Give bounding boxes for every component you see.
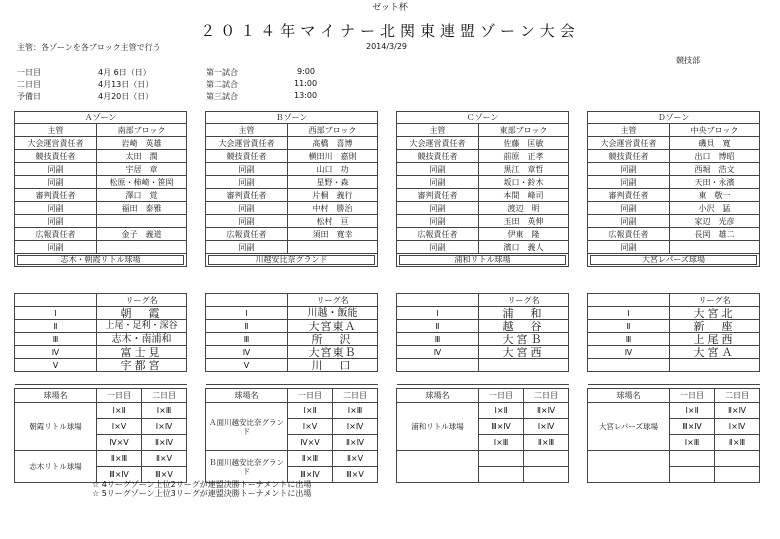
manager-note: 主管：各ゾーンを各ブロック主管で行う	[17, 43, 161, 52]
league-number: Ⅱ	[588, 320, 670, 333]
role: 審判責任者	[206, 189, 288, 202]
schedule-day: 予備日	[17, 92, 41, 101]
role: 同副	[15, 176, 97, 189]
day2-header: 二日目	[524, 389, 569, 403]
league-number: Ⅴ	[206, 359, 288, 372]
league-name: 大宮北	[670, 307, 760, 320]
person: 東 敬一	[670, 189, 760, 202]
role: 主管	[588, 124, 670, 137]
match-day2: Ⅰ×Ⅲ	[333, 403, 378, 419]
match-day2: Ⅰ×Ⅲ	[142, 403, 187, 419]
league-name: 大宮東Ａ	[288, 320, 378, 333]
role: 同副	[15, 215, 97, 228]
league-number: Ⅳ	[588, 346, 670, 359]
match-day2: Ⅱ×Ⅴ	[333, 451, 378, 467]
match-day2: Ⅱ×Ⅳ	[142, 435, 187, 451]
zone-d-league-table	[587, 293, 760, 385]
page-title: ２０１４年マイナー北関東連盟ゾーン大会	[200, 22, 580, 40]
day1-header: 一日目	[288, 389, 333, 403]
zone-venue: 川越安比奈グランド	[208, 255, 375, 265]
field-header: 球場名	[397, 389, 479, 403]
match-day1: Ⅳ×Ⅴ	[288, 435, 333, 451]
role: 広報責任者	[588, 228, 670, 241]
role: 広報責任者	[397, 228, 479, 241]
zone-a-league-table	[14, 293, 187, 385]
person: 磯貝 寛	[670, 137, 760, 150]
league-number	[588, 359, 670, 372]
match-day1: Ⅰ×Ⅱ	[670, 403, 715, 419]
person: 黒江 章哲	[479, 163, 569, 176]
day1-header: 一日目	[97, 389, 142, 403]
day2-header: 二日目	[715, 389, 760, 403]
person: 前原 正孝	[479, 150, 569, 163]
role: 同副	[397, 176, 479, 189]
zone-d-staff-table	[587, 111, 760, 267]
person: 福田 泰雅	[97, 202, 187, 215]
match-day1: Ⅲ×Ⅳ	[288, 467, 333, 483]
match-day1: Ⅱ×Ⅲ	[97, 451, 142, 467]
league-number: Ⅰ	[206, 307, 288, 320]
person: 家辺 光彦	[670, 215, 760, 228]
schedule-date: 4月 6日（日）	[98, 68, 151, 77]
role: 主管	[206, 124, 288, 137]
match-day1: Ⅰ×Ⅲ	[479, 435, 524, 451]
league-number: Ⅰ	[588, 307, 670, 320]
role: 大会運営責任者	[15, 137, 97, 150]
person: 天田・永濱	[670, 176, 760, 189]
role: 同副	[206, 163, 288, 176]
league-header: リーグ名	[288, 294, 378, 307]
role: 審判責任者	[397, 189, 479, 202]
league-number: Ⅰ	[15, 307, 97, 320]
match-day1: Ⅰ×Ⅲ	[670, 435, 715, 451]
person: 金子 義道	[97, 228, 187, 241]
league-name: 大宮東Ｂ	[288, 346, 378, 359]
role: 審判責任者	[15, 189, 97, 202]
role: 広報責任者	[15, 228, 97, 241]
field-header: 球場名	[588, 389, 670, 403]
league-header: リーグ名	[97, 294, 187, 307]
person	[97, 241, 187, 254]
match-day2: Ⅱ×Ⅴ	[142, 451, 187, 467]
field-name: 浦和リトル球場	[397, 403, 479, 451]
notes	[92, 480, 311, 498]
zone-name: Ｄゾーン	[588, 112, 760, 124]
match-day1: Ⅰ×Ⅱ	[288, 403, 333, 419]
league-name: 浦 和	[479, 307, 569, 320]
match-day2: Ⅲ×Ⅴ	[142, 467, 187, 483]
person	[670, 241, 760, 254]
zone-venue: 浦和リトル球場	[399, 255, 566, 265]
person: 山口 功	[288, 163, 378, 176]
zone-name: Ｃゾーン	[397, 112, 569, 124]
zone-b-field-table	[205, 388, 378, 483]
field-name: 志木リトル球場	[15, 451, 97, 483]
person: 片桐 義行	[288, 189, 378, 202]
empty-cell	[397, 451, 479, 483]
person	[97, 215, 187, 228]
zone-c-field-table	[396, 388, 569, 483]
match-day1: Ⅰ×Ⅴ	[288, 419, 333, 435]
match-day2: Ⅰ×Ⅳ	[333, 419, 378, 435]
league-header: リーグ名	[479, 294, 569, 307]
person: 澤口 覚	[97, 189, 187, 202]
schedule-time: 11:00	[294, 79, 318, 88]
person: 濱口 義人	[479, 241, 569, 254]
person: 坂口・鈴木	[479, 176, 569, 189]
zone-b-staff-table	[205, 111, 378, 267]
league-name: 志木・南浦和	[97, 333, 187, 346]
person: 松村 亘	[288, 215, 378, 228]
role: 大会運営責任者	[206, 137, 288, 150]
schedule-match: 第二試合	[206, 80, 238, 89]
league-number: Ⅲ	[588, 333, 670, 346]
role: 同副	[397, 163, 479, 176]
league-name: 新 座	[670, 320, 760, 333]
role: 同副	[588, 163, 670, 176]
person: 西部ブロック	[288, 124, 378, 137]
role: 同副	[206, 215, 288, 228]
person: 渡辺 明	[479, 202, 569, 215]
role: 競技責任者	[588, 150, 670, 163]
zone-c-staff-table	[396, 111, 569, 267]
role: 同副	[588, 202, 670, 215]
match-day2: Ⅰ×Ⅳ	[715, 419, 760, 435]
league-name: 上尾・足利・深谷	[97, 320, 187, 333]
league-name: 宇都宮	[97, 359, 187, 372]
league-number: Ⅴ	[15, 359, 97, 372]
schedule-time: 13:00	[294, 91, 318, 100]
role: 同副	[588, 241, 670, 254]
person: 南部ブロック	[97, 124, 187, 137]
role: 大会運営責任者	[588, 137, 670, 150]
schedule-date: 4月20日（日）	[98, 92, 154, 101]
role: 同副	[397, 202, 479, 215]
league-name: 大宮西	[479, 346, 569, 359]
field-header: 球場名	[15, 389, 97, 403]
person: 西堀 浩文	[670, 163, 760, 176]
zone-name: Ｂゾーン	[206, 112, 378, 124]
league-name: 川越・飯能	[288, 307, 378, 320]
schedule-match: 第三試合	[206, 92, 238, 101]
league-name: 越 谷	[479, 320, 569, 333]
league-number	[397, 359, 479, 372]
league-name	[670, 359, 760, 372]
league-number: Ⅳ	[206, 346, 288, 359]
person: 出口 博昭	[670, 150, 760, 163]
zone-name: Ａゾーン	[15, 112, 187, 124]
match-day1: Ⅲ×Ⅳ	[97, 467, 142, 483]
role: 競技責任者	[15, 150, 97, 163]
match-day1: Ⅲ×Ⅳ	[479, 419, 524, 435]
role: 同副	[397, 215, 479, 228]
role: 同副	[15, 202, 97, 215]
league-number: Ⅲ	[206, 333, 288, 346]
league-number: Ⅳ	[397, 346, 479, 359]
match-day2: Ⅱ×Ⅲ	[715, 435, 760, 451]
zone-venue: 志木・朝霞リトル球場	[17, 255, 184, 265]
person: 松原・柿崎・笹岡	[97, 176, 187, 189]
role: 同副	[15, 241, 97, 254]
person: 東部ブロック	[479, 124, 569, 137]
match-day2: Ⅰ×Ⅳ	[524, 419, 569, 435]
league-name: 大宮Ｂ	[479, 333, 569, 346]
zone-d-field-table	[587, 388, 760, 483]
match-day1: Ⅱ×Ⅲ	[288, 451, 333, 467]
person: 玉田 英伸	[479, 215, 569, 228]
role: 同副	[588, 215, 670, 228]
person: 須田 寛幸	[288, 228, 378, 241]
role: 大会運営責任者	[397, 137, 479, 150]
field-name: Ｂ面川越安比奈グランド	[206, 451, 288, 483]
field-name: Ａ面川越安比奈グランド	[206, 403, 288, 451]
league-name: 所 沢	[288, 333, 378, 346]
league-number: Ⅲ	[397, 333, 479, 346]
field-name: 大宮レパーズ球場	[588, 403, 670, 451]
note: ☆ 5リーグゾーン上位3リーグが連盟決勝トーナメントに出場	[92, 489, 312, 498]
zone-c-league-table	[396, 293, 569, 385]
league-number: Ⅰ	[397, 307, 479, 320]
person: 中央ブロック	[670, 124, 760, 137]
match-day2: Ⅰ×Ⅳ	[142, 419, 187, 435]
field-header: 球場名	[206, 389, 288, 403]
match-day1: Ⅰ×Ⅱ	[97, 403, 142, 419]
match-day1: Ⅰ×Ⅱ	[479, 403, 524, 419]
empty-cell	[588, 451, 670, 483]
person: 小沢 猛	[670, 202, 760, 215]
day1-header: 一日目	[670, 389, 715, 403]
zone-a-staff-table	[14, 111, 187, 267]
match-day2: Ⅱ×Ⅲ	[524, 435, 569, 451]
schedule-day: 二日目	[17, 80, 41, 89]
match-day2: Ⅱ×Ⅳ	[715, 403, 760, 419]
document-label: ゼット杯	[372, 3, 408, 13]
person: 髙橋 喜博	[288, 137, 378, 150]
match-day1: Ⅳ×Ⅴ	[97, 435, 142, 451]
department: 競技部	[676, 56, 700, 65]
league-number: Ⅱ	[397, 320, 479, 333]
person: 伊東 隆	[479, 228, 569, 241]
person: 長岡 雄二	[670, 228, 760, 241]
role: 同副	[397, 241, 479, 254]
field-name: 朝霞リトル球場	[15, 403, 97, 451]
league-name	[479, 359, 569, 372]
document-date: 2014/3/29	[366, 42, 408, 51]
match-day2: Ⅱ×Ⅳ	[524, 403, 569, 419]
zone-venue: 大宮レパーズ球場	[590, 255, 757, 265]
person: 星野・森	[288, 176, 378, 189]
match-day2: Ⅲ×Ⅴ	[333, 467, 378, 483]
role: 競技責任者	[397, 150, 479, 163]
person: 横田川 嘉則	[288, 150, 378, 163]
note: ☆ 4リーグゾーン上位2リーグが連盟決勝トーナメントに出場	[92, 480, 312, 489]
role: 同副	[206, 202, 288, 215]
league-number: Ⅱ	[206, 320, 288, 333]
schedule-date: 4月13日（日）	[98, 80, 154, 89]
match-day1: Ⅰ×Ⅴ	[97, 419, 142, 435]
league-name: 朝 霞	[97, 307, 187, 320]
person: 本間 峰司	[479, 189, 569, 202]
role: 同副	[206, 176, 288, 189]
day1-header: 一日目	[479, 389, 524, 403]
role: 同副	[206, 241, 288, 254]
person	[288, 241, 378, 254]
zone-a-field-table	[14, 388, 187, 483]
league-number: Ⅳ	[15, 346, 97, 359]
league-name: 富士見	[97, 346, 187, 359]
schedule-time: 9:00	[297, 67, 315, 76]
league-header: リーグ名	[670, 294, 760, 307]
person: 岩崎 英雄	[97, 137, 187, 150]
zone-b-league-table	[205, 293, 378, 385]
person: 太田 潤	[97, 150, 187, 163]
role: 審判責任者	[588, 189, 670, 202]
role: 競技責任者	[206, 150, 288, 163]
day2-header: 二日目	[142, 389, 187, 403]
person: 佐藤 匡敏	[479, 137, 569, 150]
league-number: Ⅱ	[15, 320, 97, 333]
role: 同副	[15, 163, 97, 176]
league-number: Ⅲ	[15, 333, 97, 346]
day2-header: 二日目	[333, 389, 378, 403]
schedule-day: 一日目	[17, 68, 41, 77]
role: 同副	[588, 176, 670, 189]
role: 主管	[15, 124, 97, 137]
match-day1: Ⅲ×Ⅳ	[670, 419, 715, 435]
role: 広報責任者	[206, 228, 288, 241]
role: 主管	[397, 124, 479, 137]
match-day2: Ⅱ×Ⅳ	[333, 435, 378, 451]
schedule-match: 第一試合	[206, 68, 238, 77]
league-name: 大宮Ａ	[670, 346, 760, 359]
person: 宇居 章	[97, 163, 187, 176]
league-name: 上尾西	[670, 333, 760, 346]
league-name: 川 口	[288, 359, 378, 372]
person: 中村 勝治	[288, 202, 378, 215]
